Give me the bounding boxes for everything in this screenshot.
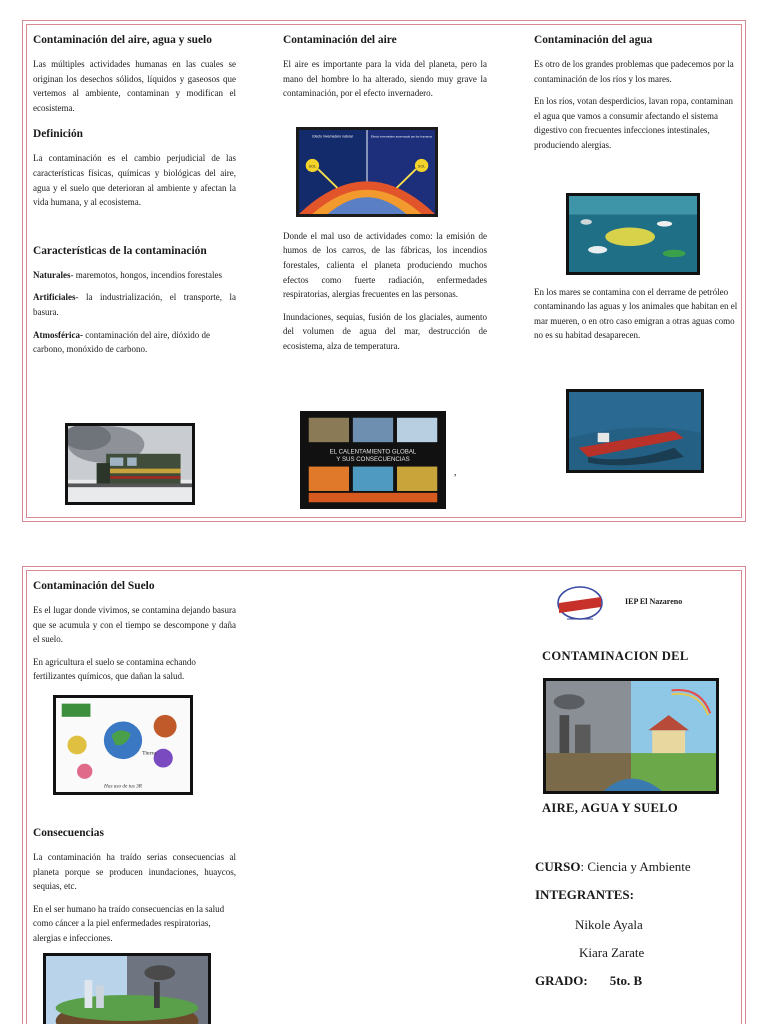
grade-value: 5to. B bbox=[609, 973, 643, 988]
definition-text: La contaminación es el cambio perjudicial de las características físicas, químicas y biológicas del aire, agua y el suelo que deterioran al ambiente y afectan la vida humana, y al ecosistema. bbox=[33, 153, 236, 208]
polluted-water-photo bbox=[566, 193, 700, 275]
soil-text-1: Es el lugar donde vivimos, se contamina dejando basura que se acumula y con el tiempo se descompone y daña el suelo. bbox=[33, 605, 236, 645]
cover-title-top: CONTAMINACION DEL bbox=[542, 649, 689, 663]
column-water bbox=[534, 33, 738, 351]
diagram-title-human: Efecto invernadero aumentado por los humanos bbox=[370, 134, 433, 139]
intro-text: Las múltiples actividades humanas en las cuales se originan los desechos sólidos, líquidos y gaseosos que vertemos al ambiente, contaminan y modifican el ecosistema. bbox=[33, 59, 236, 113]
brochure-outer-panel bbox=[22, 20, 746, 522]
item-naturales: Naturales- maremotos, hongos, incendios forestales bbox=[33, 269, 222, 280]
sun-label-left: SOL bbox=[308, 164, 317, 169]
cover-title-bottom: AIRE, AGUA Y SUELO bbox=[542, 801, 679, 815]
air-text-3: Inundaciones, sequias, fusión de los glaciales, aumento del volumen de agua del mar, destrucción de ecosistema, alza de temperatura. bbox=[283, 311, 487, 351]
water-text-2: En los ríos, votan desperdicios, lavan ropa, contaminan el agua que vamos a consumir afectando el sistema digestivo con frecuentes infecciones intestinales, produciendo alergias. bbox=[534, 96, 733, 150]
train-smoke-photo bbox=[65, 423, 195, 505]
heading-soil: Contaminación del Suelo bbox=[33, 580, 155, 592]
heading-consequences: Consecuencias bbox=[33, 826, 104, 839]
drawing-footer: Has uso de tus 3R bbox=[104, 783, 142, 790]
recycling-drawing bbox=[53, 695, 193, 795]
collage-caption-2: Y SUS CONSECUENCIAS bbox=[336, 456, 410, 463]
soil-text-2: En agricultura el suelo se contamina echando fertilizantes químicos, que dañan la salud. bbox=[33, 656, 196, 682]
heading-characteristics: Características de la contaminación bbox=[33, 244, 207, 257]
grade-label: GRADO: bbox=[535, 973, 588, 988]
global-warming-collage bbox=[300, 411, 446, 509]
brochure-inner-panel bbox=[22, 566, 746, 1024]
course-label: CURSO bbox=[535, 859, 581, 874]
sun-label-right: SOL bbox=[417, 164, 426, 169]
school-logo bbox=[553, 583, 607, 623]
column-intro bbox=[33, 33, 236, 365]
stray-mark: , bbox=[454, 467, 457, 478]
heading-air: Contaminación del aire bbox=[283, 34, 397, 46]
oil-spill-ship-photo bbox=[566, 389, 704, 473]
consequences-text-2: En el ser humano ha traído consecuencias en la salud como cáncer a la piel enfermedades respiratorias, alergias e infecciones. bbox=[33, 903, 225, 943]
heading-main: Contaminación del aire, agua y suelo bbox=[33, 34, 212, 46]
grade-line bbox=[535, 973, 642, 989]
heading-definition: Definición bbox=[33, 128, 83, 141]
heading-water: Contaminación del agua bbox=[534, 34, 653, 46]
item-atmosferica: Atmosférica- contaminación del aire, dióxido de carbono, monóxido de carbono. bbox=[33, 329, 210, 355]
member-1: Nikole Ayala bbox=[575, 917, 643, 932]
water-text-3: En los mares se contamina con el derrame de petróleo contaminando las aguas y los animales que habitan en el mar mueren, o en otro caso emigran a otras aguas como no es su habitad desaparecen. bbox=[534, 286, 738, 341]
diagram-title-natural: Efecto invernadero natural bbox=[312, 134, 353, 139]
air-text-2: Donde el mal uso de actividades como: la emisión de humos de los carros, de las fábricas, los incendios forestales, calienta el planeta produciendo muchos efectos como fuerte radiación, enfermedades respiratorias, alergias frecuentes en las personas. bbox=[283, 230, 487, 300]
water-text-1: Es otro de los grandes problemas que padecemos por la contaminación de los ríos y los mares. bbox=[534, 59, 734, 84]
members-label: INTEGRANTES: bbox=[535, 887, 634, 902]
greenhouse-effect-diagram bbox=[296, 127, 438, 217]
cover-illustration bbox=[543, 678, 719, 794]
drawing-label: Tierra bbox=[142, 750, 156, 757]
collage-caption-1: EL CALENTAMIENTO GLOBAL bbox=[329, 449, 417, 456]
course-value: : Ciencia y Ambiente bbox=[580, 859, 691, 874]
school-name: IEP El Nazareno bbox=[625, 597, 683, 606]
air-text-1: El aire es importante para la vida del planeta, pero la mano del hombre lo ha alterado, siendo muy grave la contaminación, por el efecto invernadero. bbox=[283, 59, 487, 99]
earth-pollution-illustration bbox=[43, 953, 211, 1024]
consequences-text-1: La contaminación ha traído serias consecuencias al planeta porque se producen inundaciones, huaycos, sequias, etc. bbox=[33, 851, 236, 892]
member-2: Kiara Zarate bbox=[579, 945, 645, 960]
course-line bbox=[535, 859, 691, 875]
item-artificiales: Artificiales- la industrialización, el transporte, la basura. bbox=[33, 292, 236, 317]
